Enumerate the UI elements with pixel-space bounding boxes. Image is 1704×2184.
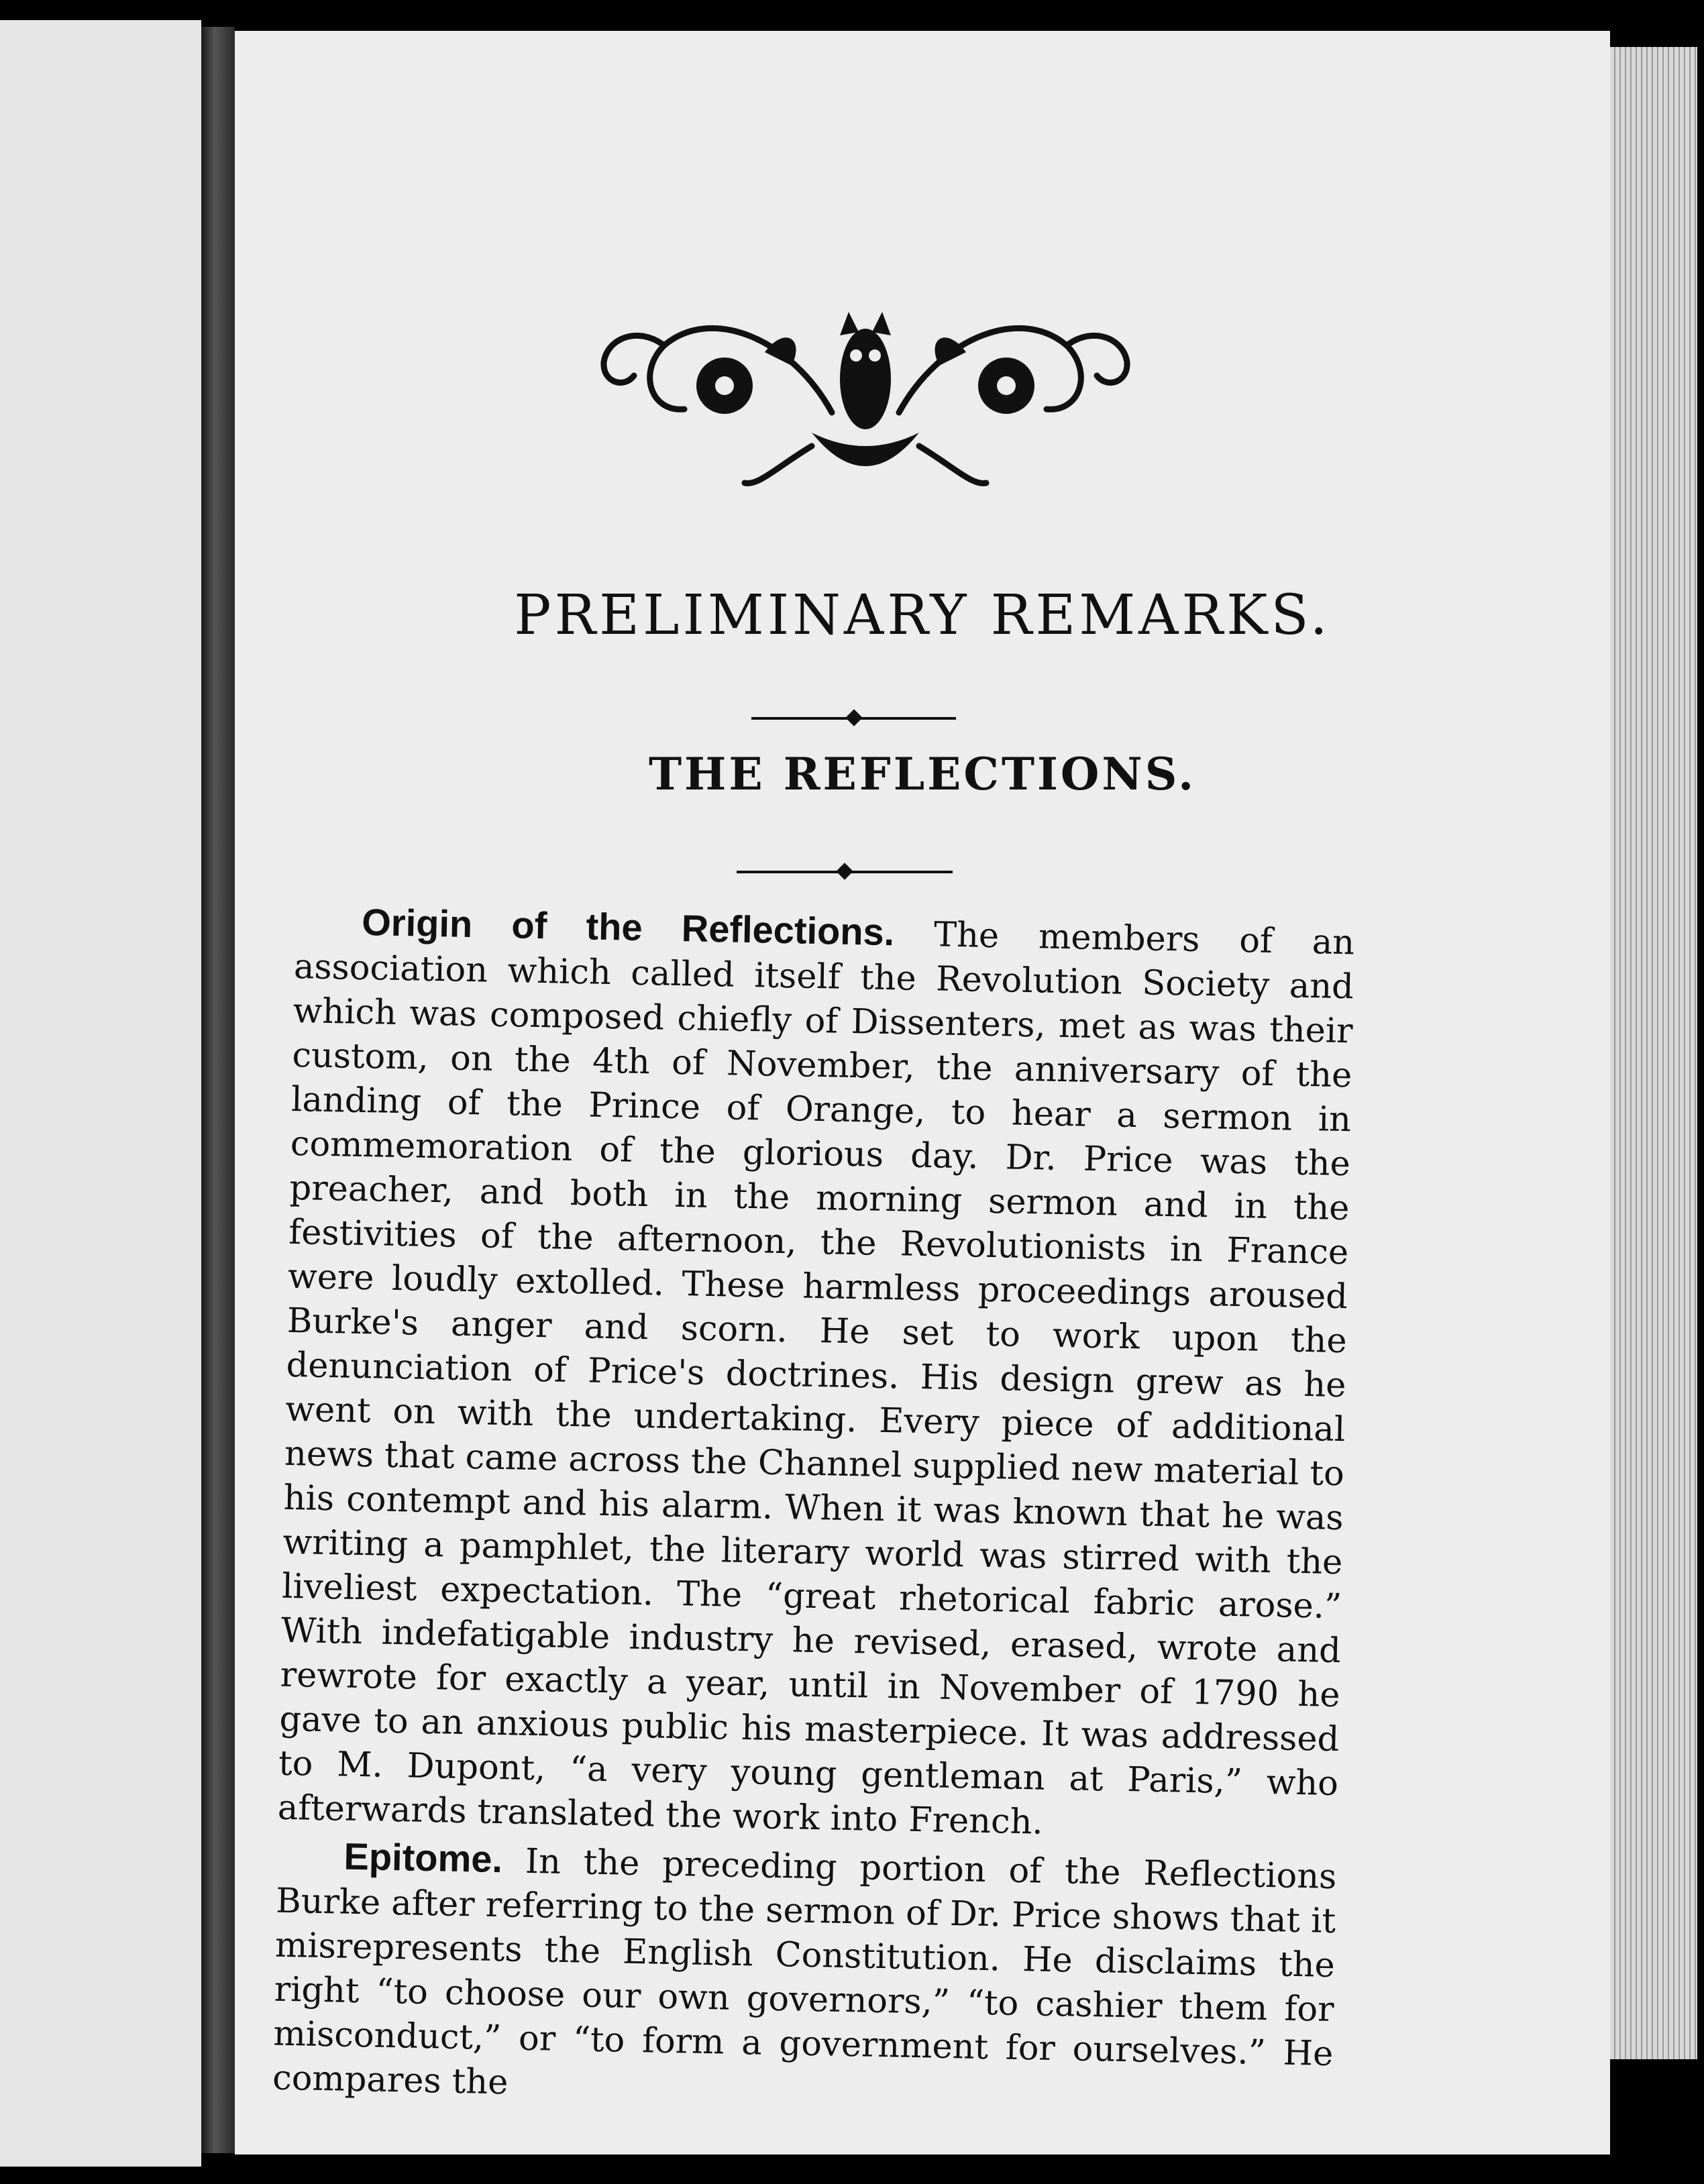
paragraph-text: The members of an association which called itself the Revolution Society and which was composed chiefly of Dissenters, met as was their custom, on the 4th of November, the anniversary of the landing of the Prince of Orange, to hear a sermon in commemoration of the glorious day. Dr. Price was the preacher, and both in the morning sermon and in the festivities of the afternoon, the Revolutionists in France were loudly extolled. These harmless proceedings aroused Burke's anger and scorn. He set to work upon the denunciation of Price's doctrines. His design grew as he went on with the undertaking. Every piece of additional news that came across the Channel supplied new material to his contempt and his alarm. When it was known that he was writing a pamphlet, the literary world was stirred with the liveliest expectation. The “great rhetorical fabric arose.” With indefatigable industry he revised, erased, wrote and rewrote for exactly a year, until in November of 1790 he gave to an anxious public his masterpiece. It was addressed to M. Dupont, “a very young gentleman at Paris,” who afterwards translated the work into French.: [277, 915, 1355, 1843]
paragraph-origin: [277, 899, 1354, 1851]
paragraph-text: In the preceding portion of the Reflections Burke after referring to the sermon of Dr. Price shows that it misrepresents the English Constitution. He disclaims the right “to choose our own governors,” “to cashier them for misconduct,” or “to form a government for ourselves.” He compares the: [272, 1841, 1337, 2103]
book-spine: [201, 27, 235, 2153]
page-heading: PRELIMINARY REMARKS.: [514, 584, 1331, 647]
run-in-heading: Origin of the Reflections.: [361, 900, 895, 954]
ornamental-rule-top: [751, 717, 956, 720]
facing-left-page: [0, 20, 201, 2167]
section-heading: THE REFLECTIONS.: [648, 748, 1197, 800]
owl-ornament-icon: [590, 298, 1140, 500]
ornamental-rule-bottom: [737, 871, 953, 873]
body-text: [272, 899, 1355, 2121]
paragraph-epitome: [272, 1833, 1337, 2121]
page-edges: [1610, 47, 1697, 2059]
run-in-heading: Epitome.: [343, 1835, 503, 1881]
